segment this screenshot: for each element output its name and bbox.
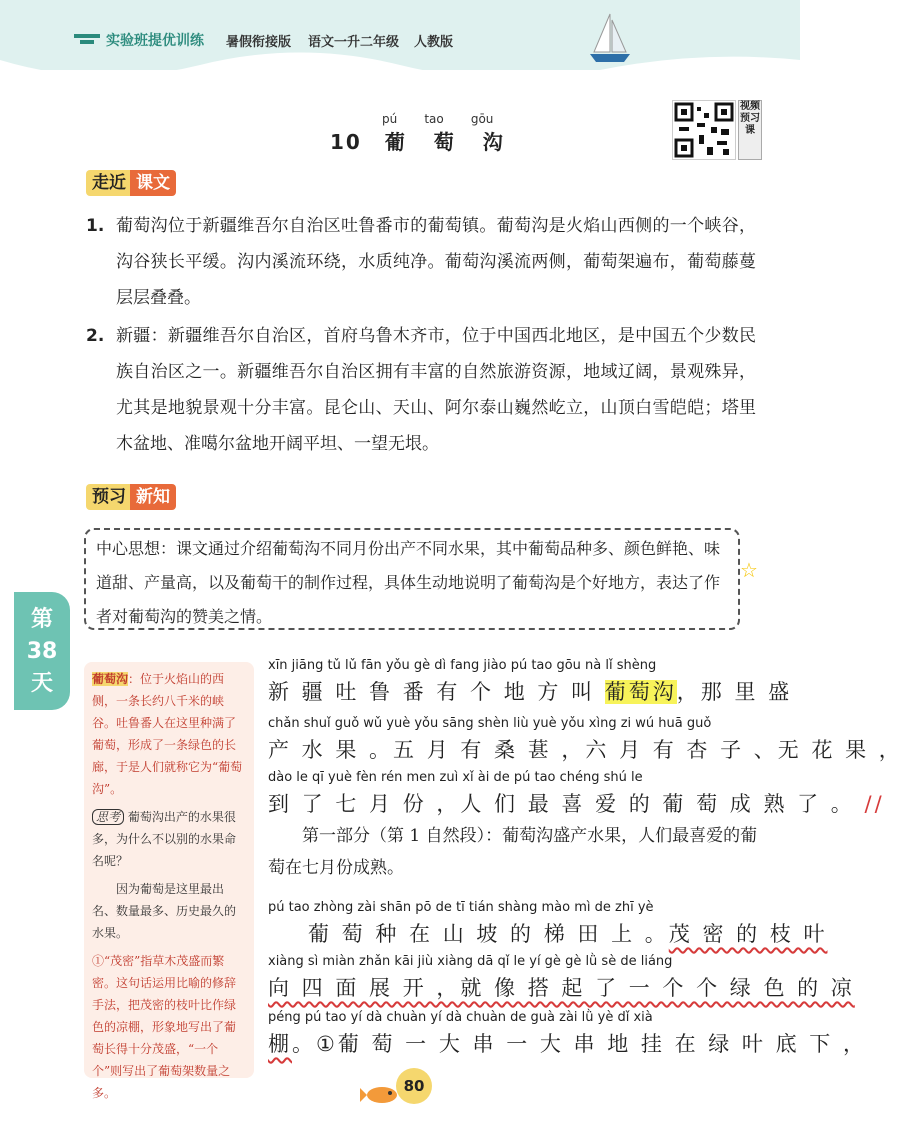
section-break-mark: //: [864, 792, 885, 816]
term-definition: ：位于火焰山的西侧，一条长约八千米的峡谷。吐鲁番人在这里种满了葡萄，形成了一条绿色的长廊，于是人们就称它为“葡萄沟”。: [92, 672, 243, 796]
wavy-underlined-text: 棚: [268, 1032, 292, 1056]
series-logo-icon: [72, 30, 102, 48]
pinyin-line: dào le qī yuè fèn rén men zuì xǐ ài de pú tao chéng shú le: [268, 770, 643, 785]
pinyin-line: péng pú tao yí dà chuàn yí dà chuàn de guà zài lǜ yè dǐ xià: [268, 1010, 653, 1025]
sailboat-icon: [580, 10, 640, 68]
submarine-fish-icon: [360, 1082, 400, 1106]
video-preview-tag[interactable]: 视频预习课: [738, 100, 762, 160]
title-pinyin-3: gōu: [470, 112, 494, 126]
section-tag-left: 走近: [86, 170, 130, 196]
text-line: [268, 972, 855, 1002]
day-tab-prefix: 第: [30, 607, 53, 632]
text-segment: 新 疆 吐 鲁 番 有 个 地 方 叫: [268, 680, 605, 704]
text-line: [268, 1028, 867, 1058]
highlighted-term: 葡萄沟: [604, 680, 677, 704]
pinyin-line: chǎn shuǐ guǒ wǔ yuè yǒu sāng shèn liù yuè yǒu xìng zi wú huā guǒ: [268, 716, 712, 731]
day-tab-suffix: 天: [30, 671, 53, 696]
item-number: 1.: [86, 216, 105, 236]
text-line: [268, 676, 792, 706]
day-tab: [14, 592, 70, 710]
title-char-3: 沟: [482, 130, 505, 154]
qr-code-icon[interactable]: [672, 100, 736, 160]
annotation-1: ①“茂密”指草木茂盛而繁密。这句话运用比喻的修辞手法，把茂密的枝叶比作绿色的凉棚，形象地写出了葡萄长得十分茂盛，“一个个”则写出了葡萄架数量之多。: [92, 954, 237, 1100]
wavy-underlined-text: 茂 密 的 枝 叶: [668, 922, 828, 946]
think-label: 思考: [92, 809, 124, 825]
text-segment: 到 了 七 月 份 ，人 们 最 喜 爱 的 葡 萄 成 熟 了 。: [268, 792, 855, 816]
item-text: 葡萄沟位于新疆维吾尔自治区吐鲁番市的葡萄镇。葡萄沟是火焰山西侧的一个峡谷，沟谷狭长平缓。沟内溪流环绕，水质纯净。葡萄沟溪流两侧，葡萄架遍布，葡萄藤蔓层层叠叠。: [116, 216, 756, 308]
text-line: [308, 918, 827, 948]
pinyin-line: xiàng sì miàn zhǎn kāi jiù xiàng dā qǐ le yí gè gè lǜ sè de liáng: [268, 954, 673, 969]
question-text: 葡萄沟出产的水果很多，为什么不以别的水果命名呢？: [92, 810, 237, 868]
title-pinyin: [382, 108, 493, 127]
section-tag-right: 课文: [130, 170, 176, 196]
text-segment: 葡 萄 种 在 山 坡 的 梯 田 上 。: [308, 922, 669, 946]
pinyin-line: pú tao zhòng zài shān pō de tī tián shàng mào mì de zhī yè: [268, 900, 654, 915]
day-tab-number: 38: [26, 639, 58, 664]
section-tag-preview: [86, 484, 176, 510]
section-tag-left: 预习: [86, 484, 130, 510]
series-title: 实验班提优训练: [106, 33, 204, 49]
term-keyword: 葡萄沟: [92, 672, 129, 686]
title-char-2: 萄: [433, 130, 456, 154]
text-line: [268, 788, 885, 818]
publisher-label: 人教版: [414, 35, 454, 50]
grade-label: 语文一升二年级: [308, 35, 400, 50]
title-char-1: 葡: [384, 130, 407, 154]
text-segment: 。①葡 萄 一 大 串 一 大 串 地 挂 在 绿 叶 底 下 ，: [292, 1032, 867, 1056]
item-number: 2.: [86, 326, 105, 346]
title-pinyin-2: tao: [424, 112, 444, 126]
edition-label: 暑假衔接版: [226, 35, 292, 50]
lesson-title: [330, 126, 505, 155]
text-line: [268, 734, 903, 764]
central-idea-box: 中心思想：课文通过介绍葡萄沟不同月份出产不同水果，其中葡萄品种多、颜色鲜艳、味道甜、产量高，以及葡萄干的制作过程，具体生动地说明了葡萄沟是个好地方，表达了作者对葡萄沟的赞美之情。: [84, 528, 740, 630]
lesson-number: 10: [330, 130, 362, 154]
think-question: [92, 806, 246, 872]
section-tag-approach: [86, 170, 176, 196]
text-segment: 产 水 果 。五 月 有 桑 葚 ，六 月 有 杏 子 、无 花 果 ，: [268, 738, 903, 762]
page-number: 80: [396, 1068, 432, 1104]
side-note-panel: [84, 662, 254, 1100]
think-answer: 因为葡萄是这里最出名、数量最多、历史最久的水果。: [92, 882, 237, 940]
wavy-underlined-text: 向 四 面 展 开 ，就 像 搭 起 了 一 个 个 绿 色 的 凉: [268, 976, 855, 1000]
term-note: [92, 668, 246, 800]
part-summary: 第一部分（第 1 自然段）：葡萄沟盛产水果，人们最喜爱的葡萄在七月份成熟。: [268, 826, 758, 878]
section-tag-right: 新知: [130, 484, 176, 510]
text-segment: ，那 里 盛: [676, 680, 793, 704]
pinyin-line: xīn jiāng tǔ lǔ fān yǒu gè dì fang jiào pú tao gōu nà lǐ shèng: [268, 658, 657, 673]
note-item-2: [86, 318, 756, 462]
item-text: 新疆：新疆维吾尔自治区，首府乌鲁木齐市，位于中国西北地区，是中国五个少数民族自治区之一。新疆维吾尔自治区拥有丰富的自然旅游资源，地域辽阔，景观殊异，尤其是地貌景观十分丰富。昆仑山、天山、阿尔泰山巍然屹立，山顶白雪皑皑；塔里木盆地、准噶尔盆地开阔平坦、一望无垠。: [116, 326, 756, 454]
star-icon: ☆: [740, 558, 758, 582]
title-pinyin-1: pú: [382, 112, 398, 126]
note-item-1: [86, 208, 756, 316]
